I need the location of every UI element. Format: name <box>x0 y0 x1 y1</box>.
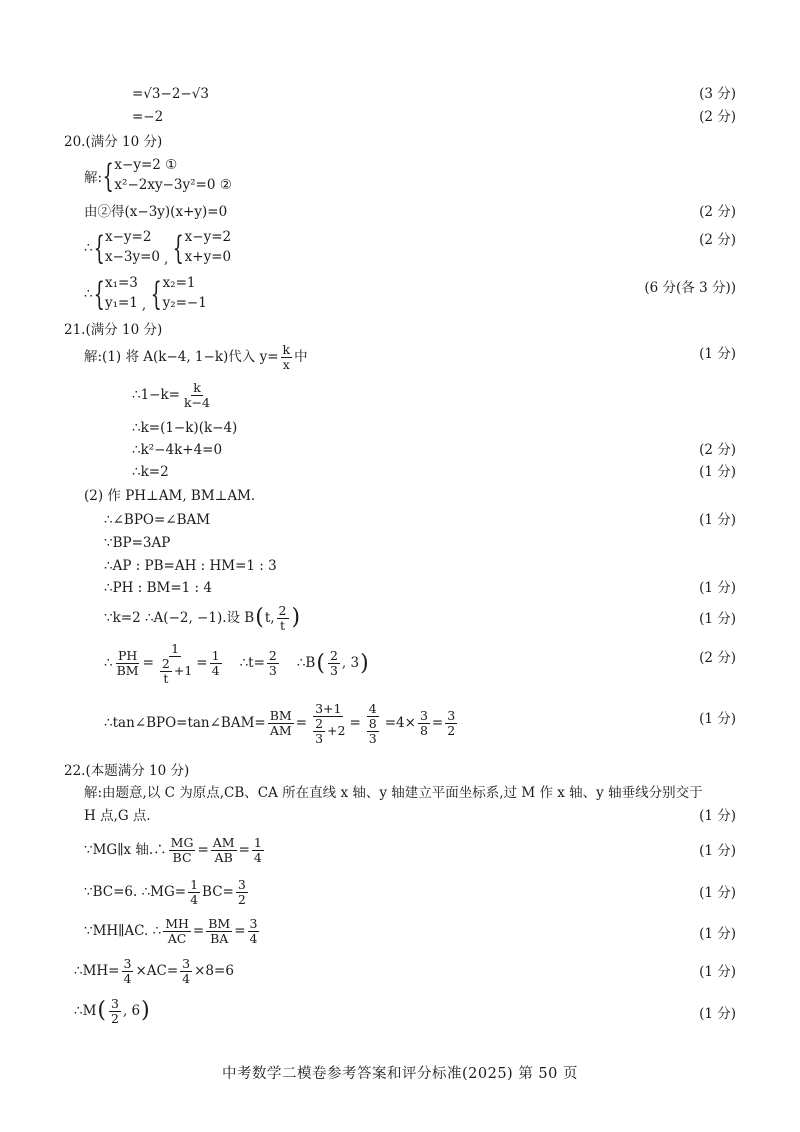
numerator: 3 <box>111 996 119 1011</box>
score-label: (1 分) <box>699 964 736 980</box>
paren: ( <box>97 998 107 1024</box>
step-line: ∴PH : BM=1 : 4 <box>104 580 212 596</box>
equation: y₂=−1 <box>162 294 207 311</box>
denominator <box>156 657 194 686</box>
step-line: ∴k=(1−k)(k−4) <box>132 420 238 436</box>
step-line <box>84 878 250 907</box>
numerator: 2 <box>315 715 324 731</box>
text: = <box>142 654 154 671</box>
step-line: 由②得(x−3y)(x+y)=0 <box>84 204 228 220</box>
denominator: AB <box>214 849 233 865</box>
therefore-symbol: ∴ <box>84 285 93 302</box>
question-20-header: 20.(满分 10 分) <box>64 134 163 150</box>
text: ∴MH= <box>74 962 120 979</box>
numerator: 3+1 <box>315 701 342 716</box>
score-label: (1 分) <box>699 580 736 596</box>
equation: y₁=1 <box>104 294 138 311</box>
numerator: 3 <box>123 956 132 971</box>
score-label: (1 分) <box>699 808 736 824</box>
fraction <box>313 717 325 746</box>
text: ×8=6 <box>194 962 234 979</box>
denominator: 3 <box>268 663 277 679</box>
text: , 3 <box>341 654 360 671</box>
score-label: (2 分) <box>699 204 736 220</box>
equation-system <box>84 274 207 313</box>
fraction <box>109 997 121 1026</box>
question-22-header: 22.(本题满分 10 分) <box>64 763 190 779</box>
denominator: BC <box>172 849 192 865</box>
fraction <box>211 836 237 865</box>
denominator: 8 <box>419 723 428 739</box>
text: = <box>349 714 361 731</box>
paren: ( <box>255 605 264 631</box>
denominator: 2 <box>447 723 456 739</box>
denominator: 4 <box>211 663 220 679</box>
score-label: (2 分) <box>699 232 736 248</box>
equation: x−y=2 <box>184 229 232 245</box>
text: = <box>192 922 205 939</box>
brace: { <box>93 228 105 267</box>
denominator: x <box>282 356 290 372</box>
brace: { <box>172 228 185 267</box>
step-line <box>84 343 308 372</box>
step-line: ∴k=2 <box>132 464 169 480</box>
text: = <box>234 922 246 939</box>
fraction <box>252 836 264 865</box>
step-line <box>132 381 214 410</box>
denominator <box>363 717 383 746</box>
text: 解:(1) 将 A(k−4, 1−k)代入 y= <box>84 348 279 365</box>
text: ∴t= <box>239 654 265 671</box>
denominator: BM <box>116 663 139 679</box>
solution-label: 解: <box>84 169 103 186</box>
score-label: (1 分) <box>699 1006 736 1022</box>
equation: x−y=2 ① <box>114 157 178 173</box>
denominator: 4 <box>253 849 262 865</box>
numerator: 2 <box>329 648 338 664</box>
paren: ) <box>291 605 301 631</box>
fraction <box>445 709 457 738</box>
equation-system <box>84 156 232 195</box>
step-line: ∴AP : PB=AH : HM=1 : 3 <box>104 558 277 574</box>
step-line <box>84 917 261 946</box>
numerator: 3 <box>419 708 428 724</box>
numerator: BM <box>269 708 292 724</box>
step-line: H 点,G 点. <box>84 808 151 824</box>
text: BC= <box>202 883 234 900</box>
numerator: 1 <box>253 835 262 850</box>
numerator: 3 <box>447 708 456 724</box>
numerator: 2 <box>268 648 277 664</box>
numerator: 1 <box>171 641 180 656</box>
denominator: 2 <box>237 891 246 907</box>
text: ∵MG∥x 轴.∴ <box>84 841 167 858</box>
score-label: (1 分) <box>699 611 736 627</box>
fraction <box>267 649 279 678</box>
fraction <box>418 709 430 738</box>
step-line <box>104 702 459 745</box>
denominator <box>309 717 347 746</box>
step-line: (2) 作 PH⊥AM, BM⊥AM. <box>84 488 256 504</box>
text: t, <box>264 609 275 626</box>
score-label: (6 分(各 3 分)) <box>644 280 736 296</box>
denominator: AM <box>269 723 292 739</box>
score-label: (2 分) <box>699 442 736 458</box>
numerator: k <box>193 380 201 395</box>
brace: { <box>102 156 114 195</box>
fraction <box>309 702 347 745</box>
denominator: BA <box>210 930 229 946</box>
text: 中 <box>294 348 308 365</box>
text: = <box>295 714 308 731</box>
step-line: =−2 <box>132 109 164 125</box>
score-label: (1 分) <box>699 843 736 859</box>
denominator: 3 <box>329 663 338 679</box>
fraction <box>182 381 212 410</box>
denominator: 3 <box>315 730 324 746</box>
numerator: PH <box>117 648 138 664</box>
numerator: BM <box>208 916 231 931</box>
fraction <box>363 702 383 745</box>
fraction <box>277 604 289 633</box>
therefore-symbol: ∴ <box>84 239 93 256</box>
text: ∴ <box>104 654 113 671</box>
fraction <box>367 717 379 746</box>
numerator: 8 <box>368 715 377 731</box>
numerator: k <box>282 342 291 357</box>
text: = <box>196 654 208 671</box>
score-label: (1 分) <box>699 512 736 528</box>
equation-system <box>84 228 231 267</box>
text: +2 <box>327 723 346 739</box>
step-line <box>74 957 234 986</box>
text: ×AC= <box>135 962 179 979</box>
score-label: (1 分) <box>699 711 736 727</box>
text: = <box>238 841 250 858</box>
separator: , <box>164 251 169 268</box>
fraction <box>248 917 260 946</box>
score-label: (1 分) <box>699 885 736 901</box>
equation: x₂=1 <box>162 275 196 291</box>
fraction <box>268 709 294 738</box>
step-line: ∴k²−4k+4=0 <box>132 442 223 458</box>
paren: ) <box>360 650 369 676</box>
fraction <box>210 649 222 678</box>
denominator: 4 <box>123 970 132 986</box>
brace: { <box>150 274 162 313</box>
denominator: t <box>163 670 169 686</box>
step-line <box>84 836 266 865</box>
fraction <box>156 642 194 685</box>
numerator: MG <box>170 835 194 850</box>
score-label: (1 分) <box>699 464 736 480</box>
fraction <box>122 957 134 986</box>
step-line: ∵BP=3AP <box>104 535 171 551</box>
paren: ) <box>141 998 150 1024</box>
fraction <box>236 878 248 907</box>
brace: { <box>93 274 105 313</box>
equation: x−y=2 <box>104 229 152 245</box>
numerator: 1 <box>190 877 199 892</box>
text: +1 <box>173 663 193 679</box>
text: =4× <box>384 714 416 731</box>
step-line <box>74 997 151 1026</box>
fraction <box>163 917 191 946</box>
step-line: ∴∠BPO=∠BAM <box>104 512 211 528</box>
score-label: (2 分) <box>699 109 736 125</box>
denominator: 4 <box>249 930 258 946</box>
text: = <box>197 841 209 858</box>
numerator: 3 <box>237 877 246 892</box>
numerator: 2 <box>161 655 170 671</box>
denominator: AC <box>167 930 187 946</box>
text: ∵MH∥AC. ∴ <box>84 922 162 939</box>
text: ∴M <box>74 1002 97 1019</box>
denominator: 2 <box>111 1010 119 1026</box>
numerator: 1 <box>211 648 220 664</box>
text: , 6 <box>122 1002 141 1019</box>
score-label: (2 分) <box>699 650 736 666</box>
equation: x+y=0 <box>184 248 232 265</box>
text: ∵k=2 ∴A(−2, −1).设 B <box>104 609 255 626</box>
text: = <box>431 714 444 731</box>
denominator: 3 <box>368 730 377 746</box>
step-line <box>104 604 301 633</box>
fraction <box>281 343 293 372</box>
fraction <box>115 649 141 678</box>
text: ∴tan∠BPO=tan∠BAM= <box>104 714 266 731</box>
numerator: AM <box>212 835 235 850</box>
page-footer: 中考数学二模卷参考答案和评分标准(2025) 第 50 页 <box>222 1066 578 1082</box>
equation: x₁=3 <box>104 275 138 291</box>
text: ∵BC=6. ∴MG= <box>84 883 187 900</box>
equation: x−3y=0 <box>104 248 160 265</box>
fraction <box>188 878 200 907</box>
fraction <box>180 957 192 986</box>
denominator: 4 <box>182 970 191 986</box>
question-21-header: 21.(满分 10 分) <box>64 322 163 338</box>
paren: ( <box>316 650 325 676</box>
denominator: t <box>280 617 286 633</box>
numerator: 2 <box>278 603 287 618</box>
step-line <box>104 642 370 685</box>
equation: x²−2xy−3y²=0 ② <box>114 176 232 193</box>
numerator: 3 <box>182 956 191 971</box>
score-label: (3 分) <box>699 86 736 102</box>
numerator: 3 <box>249 916 258 931</box>
fraction <box>206 917 232 946</box>
step-line: =√3−2−√3 <box>132 86 209 102</box>
step-line: 解:由题意,以 C 为原点,CB、CA 所在直线 x 轴、y 轴建立平面坐标系,过 M 作 x 轴、y 轴垂线分别交于 <box>84 785 703 801</box>
numerator: MH <box>165 916 189 931</box>
denominator: k−4 <box>183 394 210 410</box>
text: ∴1−k= <box>132 386 180 403</box>
text: ∴B <box>296 654 316 671</box>
fraction <box>169 836 196 865</box>
fraction <box>328 649 340 678</box>
fraction <box>160 657 172 686</box>
score-label: (1 分) <box>699 346 736 362</box>
denominator: 4 <box>190 891 199 907</box>
score-label: (1 分) <box>699 926 736 942</box>
numerator: 4 <box>368 701 377 716</box>
separator: , <box>141 297 147 314</box>
